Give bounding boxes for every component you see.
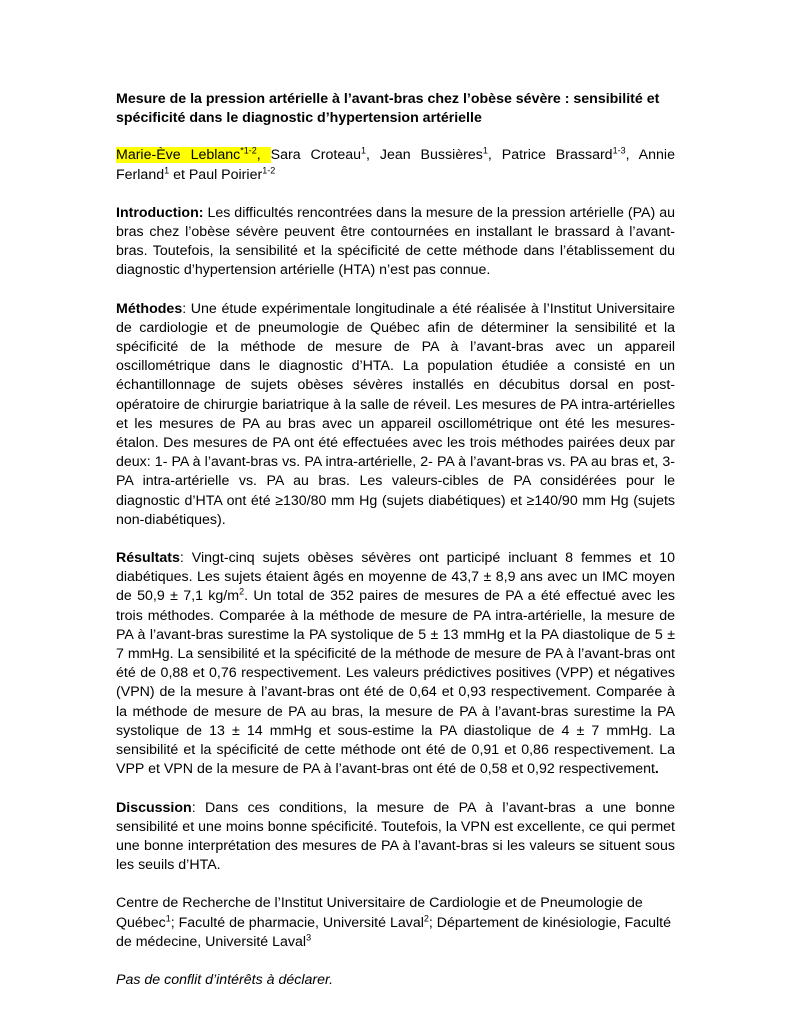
resultats-text-continued: . Un total de 352 paires de mesures de PA a été effectué avec les trois méthodes. Comparée à la méthode de mesure de PA intra-artérielle, la mesure de PA à l’avant-bras surestime la PA systolique de 5 ± 13 mmHg et la PA diastolique de 5 ± 7 mmHg. La sensibilité et la spécificité de la méthode de mesure de PA à l’avant-bras ont été de 0,88 et 0,76 respectivement. Les valeurs prédictives positives (VPP) et négatives (VPN) de la mesure à l’avant-bras ont été de 0,64 et 0,93 respectivement. Comparée à la méthode de mesure de PA au bras, la mesure de PA à l’avant-bras surestime la PA systolique de 13 ± 14 mmHg et sous-estime la PA diastolique de 4 ± 7 mmHg. La sensibilité et la spécificité de cette méthode ont été de 0,91 et 0,86 respectivement. La VPP et VPN de la mesure de PA à l’avant-bras ont été de 0,58 et 0,92 respectivement bbox=[116, 588, 675, 778]
author: Annie Ferland$^1$ et bbox=[116, 147, 675, 183]
discussion-heading: Discussion bbox=[116, 799, 192, 816]
introduction-section bbox=[116, 204, 675, 281]
author-highlighted: Marie-Ève Leblanc$^{*1-2}$, bbox=[116, 145, 271, 164]
resultats-heading: Résultats bbox=[116, 550, 180, 567]
abstract-page bbox=[116, 90, 675, 990]
methodes-text: : Une étude expérimentale longitudinale a été réalisée à l’Institut Universitaire de cardiologie et de pneumologie de Québec afin de déterminer la sensibilité et la spécificité de la méthode de mesure de PA à l’avant-bras avec un appareil oscillométrique dans le diagnostic d’HTA. La population étudiée a consisté en un échantillonnage de sujets obèses sévères installés en décubitus dorsal en post-opératoire de chirurgie bariatrique à la salle de réveil. Les mesures de PA intra-artérielles et les mesures de PA au bras avec un appareil oscillométrique ont été les mesures-étalon. Des mesures de PA ont été effectuées avec les trois méthodes pairées deux par deux: 1- PA à l’avant-bras vs. PA intra-artérielle, 2- PA à l’avant-bras vs. PA au bras et, 3- PA intra-artérielle vs. PA au bras. Les valeurs-cibles de PA considérées pour le diagnostic d’HTA ont été ≥130/80 mm Hg (sujets diabétiques) et ≥140/90 mm Hg (sujets non-diabétiques). bbox=[116, 300, 675, 528]
affiliations bbox=[116, 894, 675, 952]
discussion-text: : Dans ces conditions, la mesure de PA à l’avant-bras a une bonne sensibilité et une moins bonne spécificité. Toutefois, la VPN est excellente, ce qui permet une bonne interprétation des mesures de PA à l’avant-bras si les valeurs se situent sous les seuils d’HTA. bbox=[116, 799, 675, 874]
resultats-superscript: 2 bbox=[239, 586, 245, 597]
affiliation: Département de kinésiologie, Faculté de médecine, Université Laval$^3$ bbox=[116, 914, 671, 950]
author: Sara Croteau$^1$, bbox=[270, 145, 380, 164]
introduction-heading: Introduction: bbox=[116, 204, 204, 221]
author: Patrice Brassard$^{1-3}$, bbox=[501, 145, 639, 164]
introduction-text: Les difficultés rencontrées dans la mesure de la pression artérielle (PA) au bras chez l’obèse sévère peuvent être contournées en installant le brassard à l’avant-bras. Toutefois, la sensibilité et la spécificité de cette méthode dans l’établissement du diagnostic d’hypertension artérielle (HTA) n’est pas connue. bbox=[116, 204, 675, 279]
author-list bbox=[116, 146, 675, 184]
methodes-section bbox=[116, 300, 675, 530]
resultats-end-period: . bbox=[654, 761, 659, 778]
methodes-heading: Méthodes bbox=[116, 300, 183, 317]
discussion-section bbox=[116, 799, 675, 876]
affiliation: Faculté de pharmacie, Université Laval$^2$; bbox=[178, 912, 437, 931]
resultats-section bbox=[116, 549, 675, 779]
conflict-statement: Pas de conflit d’intérêts à déclarer. bbox=[116, 971, 334, 988]
abstract-title: Mesure de la pression artérielle à l’avant-bras chez l’obèse sévère : sensibilité et spécificité dans le diagnostic d’hypertension artérielle bbox=[116, 91, 660, 127]
author: Paul Poirier$^{1-2}$ bbox=[188, 164, 276, 183]
affiliation: Centre de Recherche de l’Institut Universitaire de Cardiologie et de Pneumologie de Québec$^1$; bbox=[116, 895, 643, 931]
resultats-text: : Vingt-cinq sujets obèses sévères ont participé incluant 8 femmes et 10 diabétiques. Les sujets étaient âgés en moyenne de 43,7 ± 8,9 ans avec un IMC moyen de 50,9 ± 7,1 kg/m bbox=[116, 550, 675, 605]
author: Jean Bussières$^1$, bbox=[379, 145, 502, 164]
